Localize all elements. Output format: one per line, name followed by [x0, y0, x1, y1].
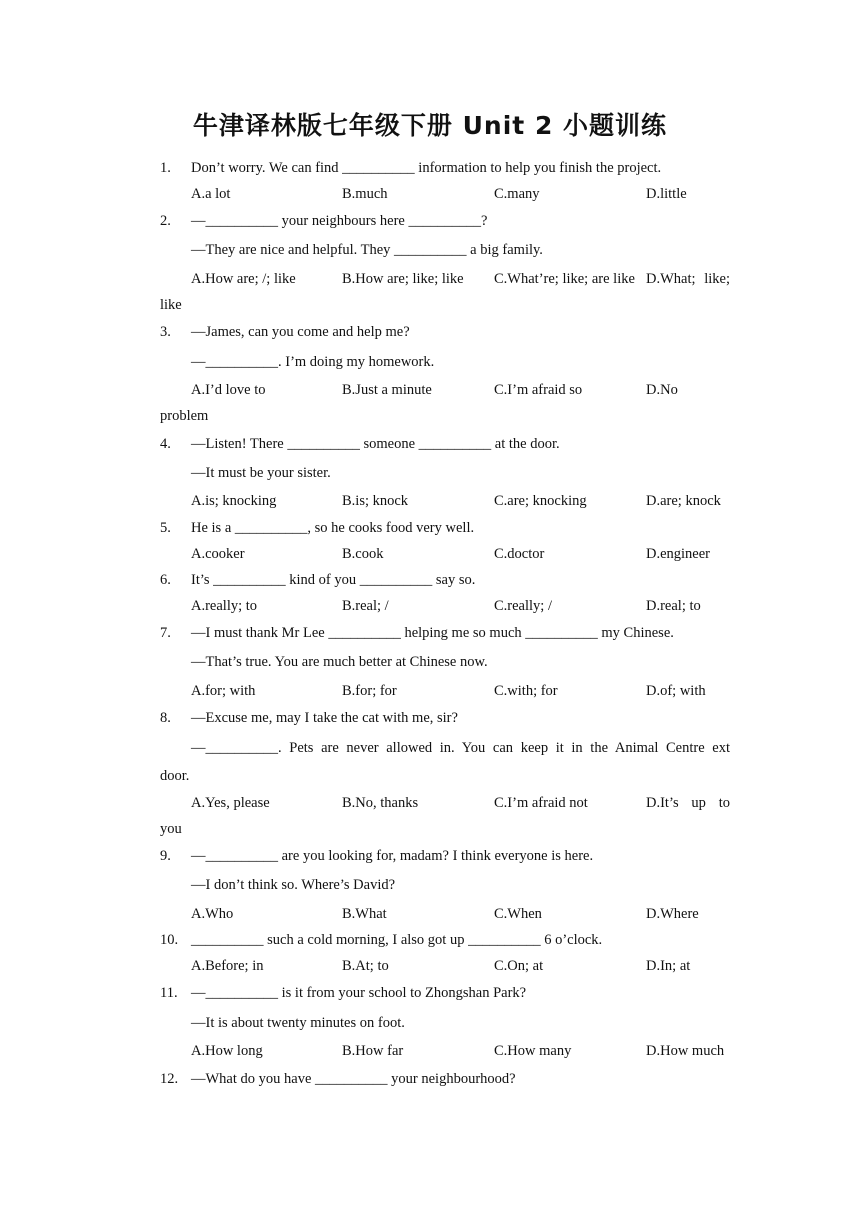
question-number: 6. — [160, 572, 171, 588]
option-a: A.How are; /; like — [191, 271, 296, 287]
option-wrap-text: problem — [160, 408, 209, 424]
option-d: D.In; at — [646, 958, 691, 974]
question-text: —__________. Pets are never allowed in. You can keep it in the Animal Centre ext — [191, 740, 730, 756]
option-b: B.cook — [342, 546, 384, 562]
option-d: D.No — [646, 382, 678, 398]
option-c: C.On; at — [494, 958, 544, 974]
question-text: —__________ is it from your school to Zhongshan Park? — [191, 985, 527, 1001]
option-d: D.are; knock — [646, 493, 721, 509]
option-d: D.What; like; — [646, 271, 730, 287]
option-c: C.really; / — [494, 598, 552, 614]
option-b: B.real; / — [342, 598, 389, 614]
option-a: A.Before; in — [191, 958, 264, 974]
option-a: A.Who — [191, 906, 234, 922]
option-c: C.are; knocking — [494, 493, 587, 509]
option-d: D.of; with — [646, 683, 706, 699]
option-b: B.How far — [342, 1043, 404, 1059]
question-text: —It must be your sister. — [191, 465, 331, 481]
question-text: —I must thank Mr Lee __________ helping me so much __________ my Chinese. — [191, 625, 674, 641]
option-wrap-text: you — [160, 821, 182, 837]
question-text: —__________ your neighbours here __________? — [191, 213, 488, 229]
page-title: 牛津译林版七年级下册 Unit 2 小题训练 — [192, 111, 668, 140]
question-number: 8. — [160, 710, 171, 726]
option-wrap-text: like — [160, 297, 182, 313]
question-text: —Listen! There __________ someone __________ at the door. — [191, 436, 560, 452]
question-text: —They are nice and helpful. They __________ a big family. — [191, 242, 543, 258]
option-a: A.is; knocking — [191, 493, 277, 509]
question-number: 4. — [160, 436, 171, 452]
option-c: C.When — [494, 906, 542, 922]
option-a: A.How long — [191, 1043, 263, 1059]
option-b: B.for; for — [342, 683, 397, 699]
option-c: C.with; for — [494, 683, 558, 699]
option-a: A.for; with — [191, 683, 256, 699]
option-c: C.How many — [494, 1043, 572, 1059]
option-a: A.really; to — [191, 598, 258, 614]
option-d: D.engineer — [646, 546, 711, 562]
question-number: 5. — [160, 520, 171, 536]
option-d: D.little — [646, 186, 687, 202]
question-text: —Excuse me, may I take the cat with me, sir? — [191, 710, 458, 726]
question-number: 2. — [160, 213, 171, 229]
question-number: 9. — [160, 848, 171, 864]
question-text: —__________ are you looking for, madam? I think everyone is here. — [191, 848, 594, 864]
option-c: C.I’m afraid so — [494, 382, 583, 398]
question-number: 1. — [160, 160, 171, 176]
option-a: A.cooker — [191, 546, 245, 562]
question-number: 12. — [160, 1071, 179, 1087]
option-d: D.real; to — [646, 598, 701, 614]
option-b: B.At; to — [342, 958, 389, 974]
question-text: —That’s true. You are much better at Chinese now. — [191, 654, 488, 670]
option-b: B.No, thanks — [342, 795, 419, 811]
option-d: D.It’s up to — [646, 795, 730, 811]
option-d: D.How much — [646, 1043, 725, 1059]
option-a: A.Yes, please — [191, 795, 270, 811]
option-c: C.doctor — [494, 546, 545, 562]
question-text: —James, can you come and help me? — [191, 324, 410, 340]
question-number: 7. — [160, 625, 171, 641]
question-text: —__________. I’m doing my homework. — [191, 354, 435, 370]
option-d: D.Where — [646, 906, 699, 922]
question-text: Don’t worry. We can find __________ information to help you finish the project. — [191, 160, 662, 176]
option-c: C.I’m afraid not — [494, 795, 588, 811]
option-b: B.What — [342, 906, 387, 922]
question-text: It’s __________ kind of you __________ say so. — [191, 572, 476, 588]
question-text: —What do you have __________ your neighbourhood? — [191, 1071, 516, 1087]
question-number: 11. — [160, 985, 178, 1001]
question-text: He is a __________, so he cooks food very well. — [191, 520, 475, 536]
question-number: 3. — [160, 324, 171, 340]
question-wrap-text: door. — [160, 768, 190, 784]
option-c: C.What’re; like; are like — [494, 271, 635, 287]
option-b: B.How are; like; like — [342, 271, 464, 287]
option-b: B.Just a minute — [342, 382, 432, 398]
question-number: 10. — [160, 932, 179, 948]
option-b: B.much — [342, 186, 388, 202]
question-text: —It is about twenty minutes on foot. — [191, 1015, 405, 1031]
option-a: A.a lot — [191, 186, 231, 202]
question-text: —I don’t think so. Where’s David? — [191, 877, 396, 893]
option-c: C.many — [494, 186, 540, 202]
question-text: __________ such a cold morning, I also got up __________ 6 o’clock. — [191, 932, 603, 948]
option-a: A.I’d love to — [191, 382, 266, 398]
option-b: B.is; knock — [342, 493, 409, 509]
